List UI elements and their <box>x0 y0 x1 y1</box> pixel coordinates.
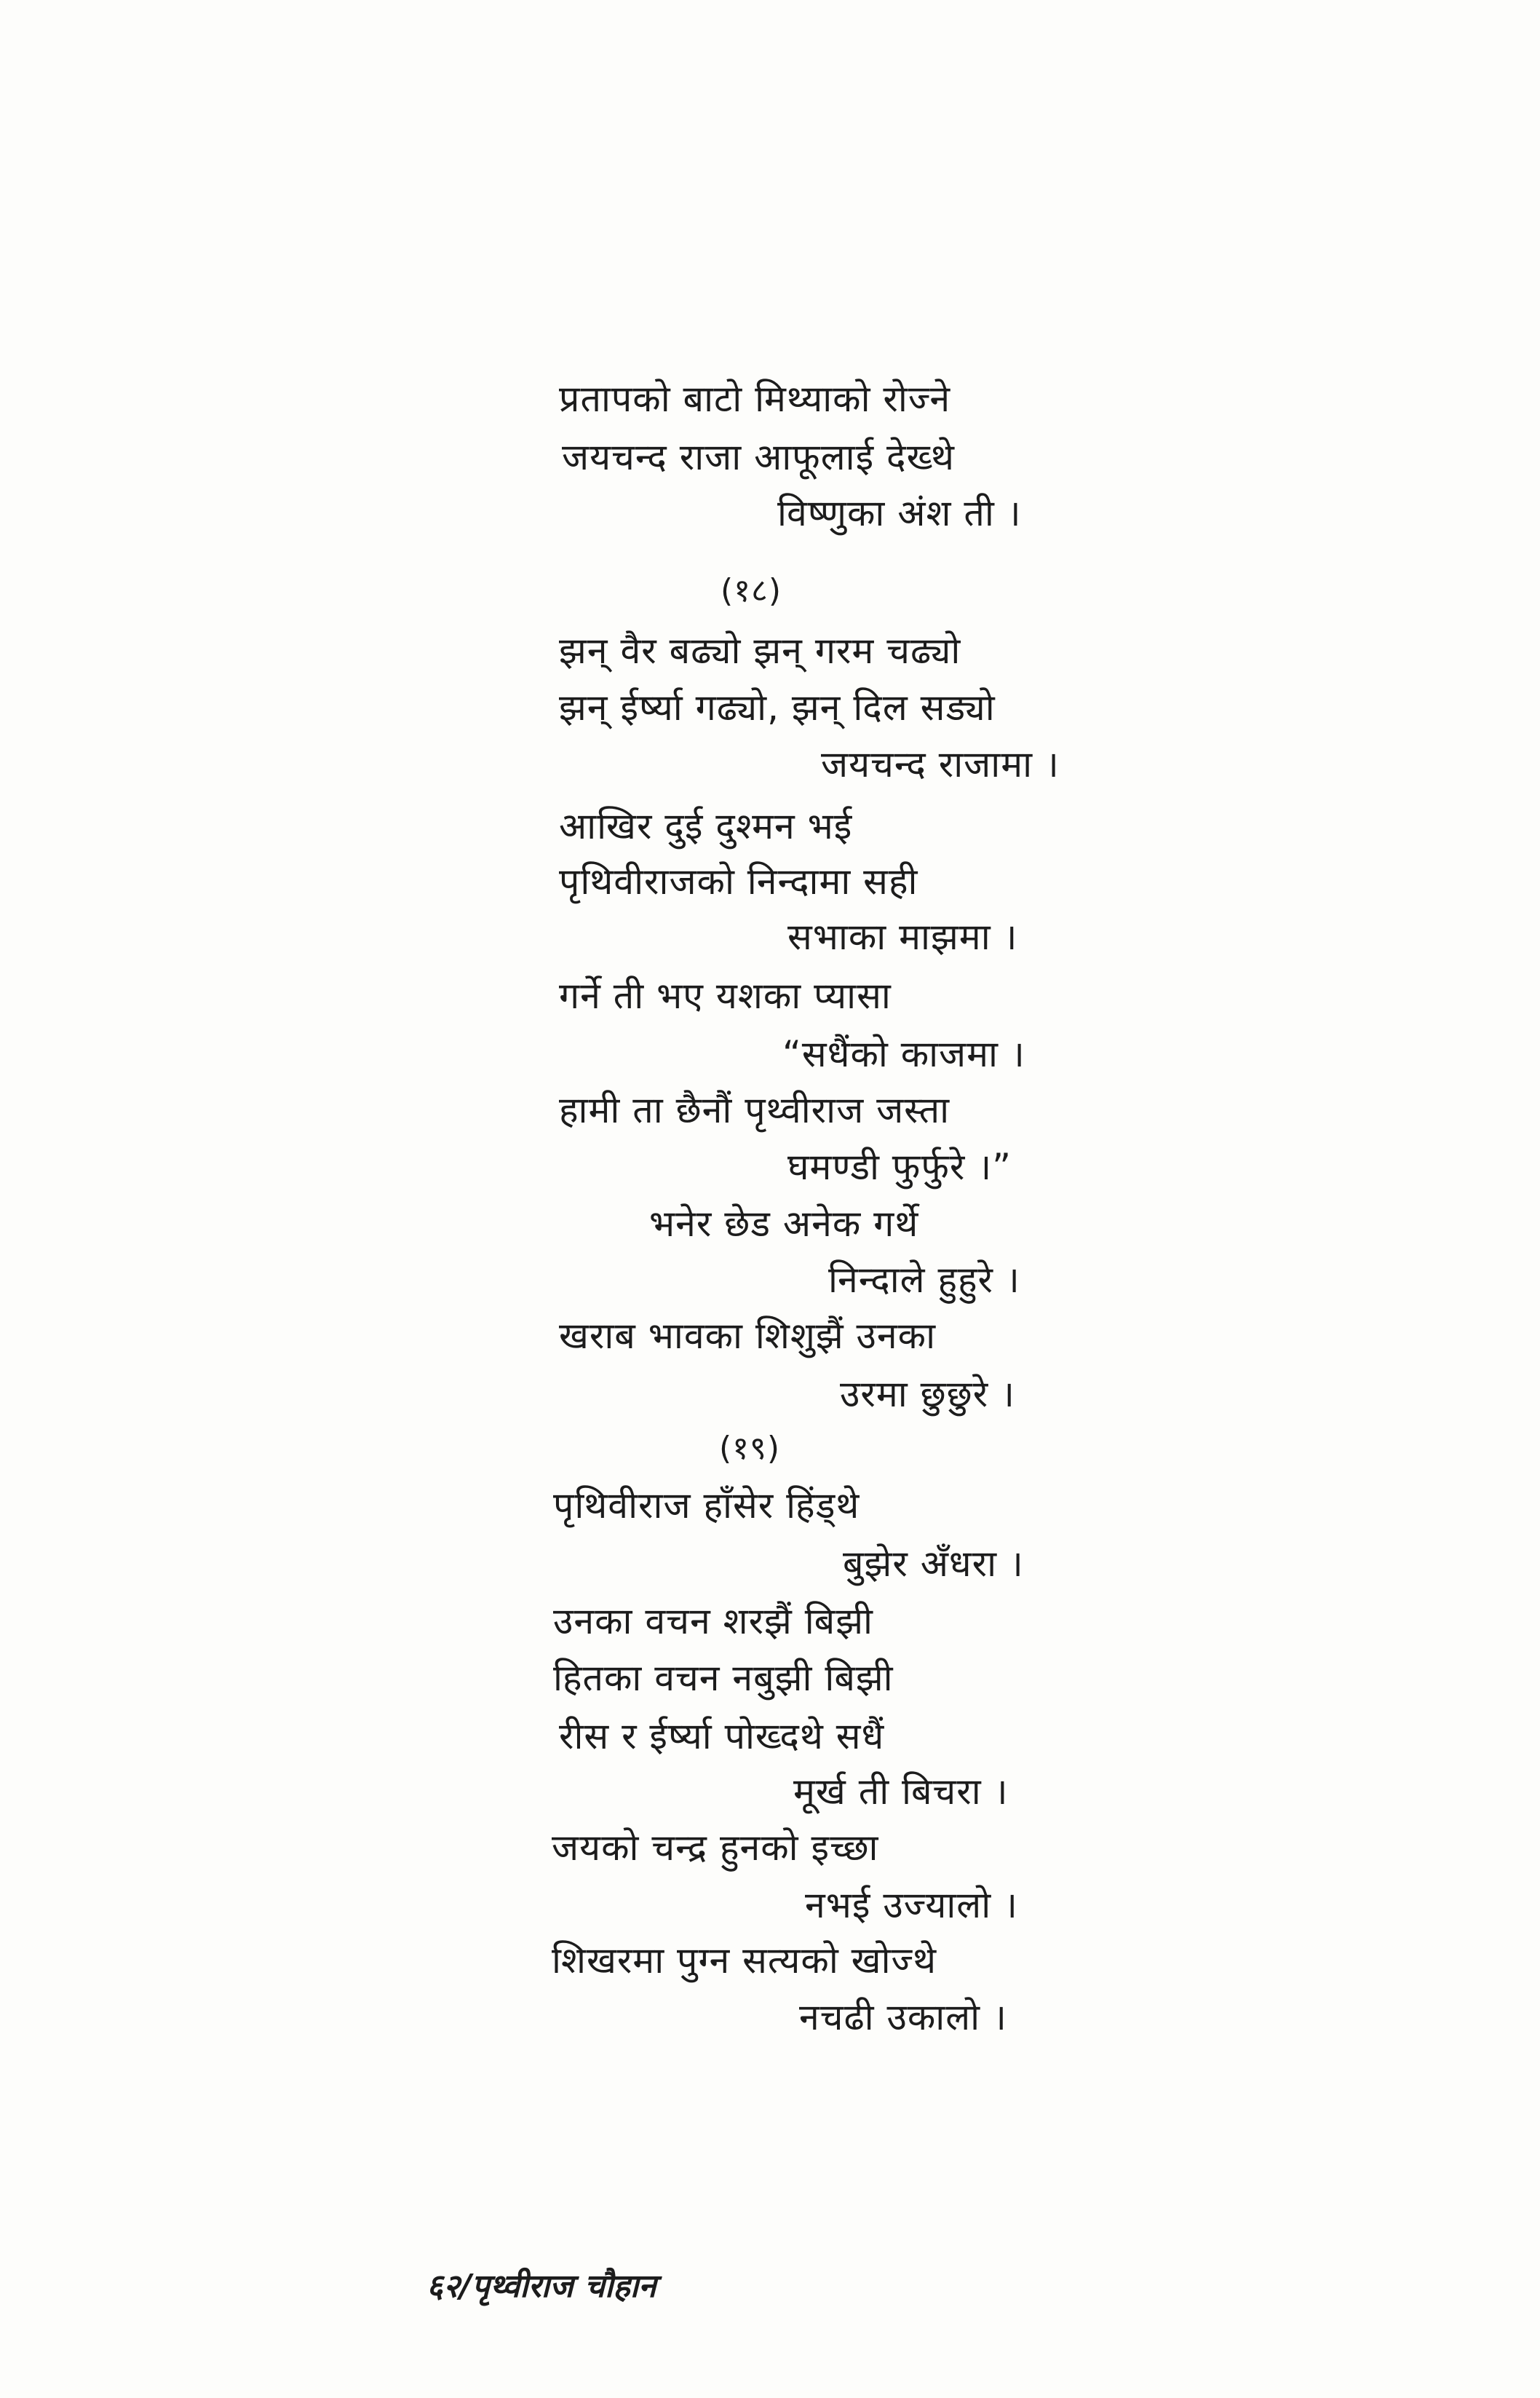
verse-line: उनका वचन शरझैं बिझी <box>553 1600 873 1642</box>
verse-line: हितका वचन नबुझी बिझी <box>553 1657 894 1699</box>
verse-line: जयको चन्द्र हुनको इच्छा <box>552 1827 879 1869</box>
verse-line: घमण्डी फुर्फुरे ।” <box>787 1146 1012 1188</box>
verse-line: पृथिवीराज हाँसेर हिंड्थे <box>553 1484 860 1527</box>
verse-line: आखिर दुई दुश्मन भई <box>559 805 853 847</box>
verse-line: नचढी उकालो । <box>799 1996 1007 2038</box>
verse-line: बुझेर अँधरा । <box>843 1543 1024 1585</box>
verse-line: भनेर छेड अनेक गर्थे <box>649 1203 919 1245</box>
verse-line: शिखरमा पुग्न सत्यको खोज्थे <box>552 1939 937 1982</box>
verse-line: सभाका माझमा । <box>787 916 1018 958</box>
verse-line: प्रतापको बाटो मिथ्याको रोज्ने <box>559 378 951 420</box>
verse-line: निन्दाले हुहुरे । <box>828 1259 1020 1301</box>
verse-line: हामी ता छैनौं पृथ्वीराज जस्ता <box>559 1089 950 1131</box>
verse-line: खराब भावका शिशुझैं उनका <box>559 1315 937 1357</box>
verse-line: जयचन्द राजा आफूलाई देख्थे <box>562 436 955 478</box>
verse-line: मूर्ख ती बिचरा । <box>793 1770 1009 1813</box>
verse-line: गर्ने ती भए यशका प्यासा <box>559 975 892 1017</box>
verse-line: झन् ईर्ष्या गढ्यो, झन् दिल सड्यो <box>559 686 996 729</box>
verse-line: नभई उज्यालो । <box>805 1884 1018 1926</box>
verse-line: उरमा छुछुरे । <box>840 1373 1015 1415</box>
verse-line: झन् वैर बढ्यो झन् गरम चढ्यो <box>559 630 961 672</box>
verse-line: पृथिवीराजको निन्दामा सही <box>559 860 918 903</box>
verse-line: रीस र ईर्ष्या पोख्दथे सधैं <box>559 1715 885 1757</box>
verse-line: जयचन्द राजामा । <box>821 743 1060 786</box>
page-footer: ६२/पृथ्वीराज चौहान <box>426 2268 656 2305</box>
verse-line: “सधैंको काजमा । <box>782 1033 1025 1075</box>
verse-line: विष्णुका अंश ती । <box>777 492 1022 534</box>
stanza-number: (१८) <box>721 572 782 609</box>
stanza-number: (१९) <box>719 1430 781 1467</box>
